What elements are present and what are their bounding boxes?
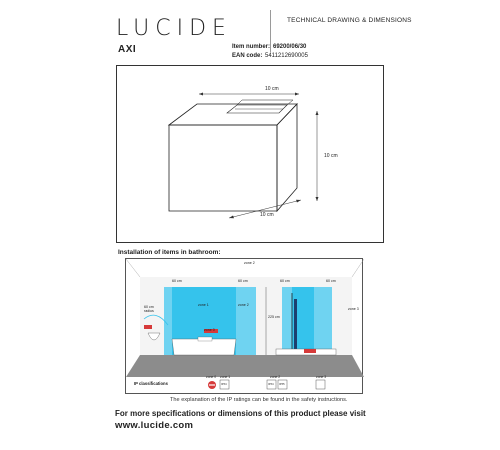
dim-washbasin: 60 cm radius bbox=[144, 305, 154, 313]
height-label: 10 cm bbox=[324, 153, 338, 159]
cube-top-face bbox=[169, 104, 297, 125]
cube-side-face bbox=[277, 104, 297, 211]
width-label: 10 cm bbox=[260, 212, 274, 218]
zone-2-top-label: zone 2 bbox=[244, 261, 255, 265]
ip-x4-label: IPX4 bbox=[221, 383, 227, 386]
more-info-text: For more specifications or dimensions of this product please visit bbox=[115, 409, 366, 418]
zone-2-bath-left-strip bbox=[164, 287, 172, 355]
ip-zone1-label: zone 1 bbox=[220, 375, 231, 379]
ip-explanation-text: The explanation of the IP ratings can be found in the safety instructions. bbox=[170, 397, 348, 403]
depth-label: 10 cm bbox=[265, 86, 279, 92]
zone-3-label: zone 3 bbox=[348, 307, 359, 311]
header-divider bbox=[270, 10, 271, 52]
ip-zone3-label: zone 3 bbox=[316, 375, 327, 379]
dim-60-a: 60 cm bbox=[172, 279, 182, 283]
ip-zone2-label: zone 2 bbox=[270, 375, 281, 379]
ean-value: 5411212690005 bbox=[265, 53, 308, 59]
item-number-label: Item number: bbox=[232, 44, 271, 50]
item-number-value: 69200/06/30 bbox=[273, 44, 307, 50]
ean-label: EAN code: bbox=[232, 53, 263, 59]
technical-drawing-frame bbox=[116, 65, 384, 243]
zone-0-label: zone 0 bbox=[204, 328, 215, 332]
dim-225: 225 cm bbox=[268, 315, 280, 319]
ip-zone0-label: zone 0 bbox=[206, 375, 217, 379]
dim-60-b: 60 cm bbox=[238, 279, 248, 283]
zone-2-shower-strip bbox=[314, 287, 332, 355]
brand-logo: LUCIDE bbox=[116, 16, 232, 41]
document-type: TECHNICAL DRAWING & DIMENSIONS bbox=[287, 17, 412, 24]
floor bbox=[126, 355, 364, 377]
zone-2-shower-left-strip bbox=[282, 287, 292, 355]
cube-drawing bbox=[117, 66, 385, 244]
product-name: AXI bbox=[118, 44, 137, 55]
zone-2-bath-strip bbox=[236, 287, 256, 355]
shower-door bbox=[294, 299, 297, 355]
website-link[interactable]: www.lucide.com bbox=[115, 420, 194, 431]
zone-2-label: zone 2 bbox=[238, 303, 249, 307]
ip-classifications-label: IP classifications bbox=[134, 381, 168, 386]
dim-60-c: 60 cm bbox=[280, 279, 290, 283]
bathtub bbox=[172, 339, 236, 355]
ip-x5-label: IPX5 bbox=[279, 383, 285, 386]
dim-60-d: 60 cm bbox=[326, 279, 336, 283]
bathroom-diagram-frame bbox=[125, 258, 363, 394]
bathroom-title: Installation of items in bathroom: bbox=[118, 249, 221, 256]
ip-x4b-label: IPX4 bbox=[268, 383, 274, 386]
ip-zone3-icon bbox=[316, 380, 325, 389]
zone-1-label: zone 1 bbox=[198, 303, 209, 307]
cube-front-face bbox=[169, 125, 277, 211]
